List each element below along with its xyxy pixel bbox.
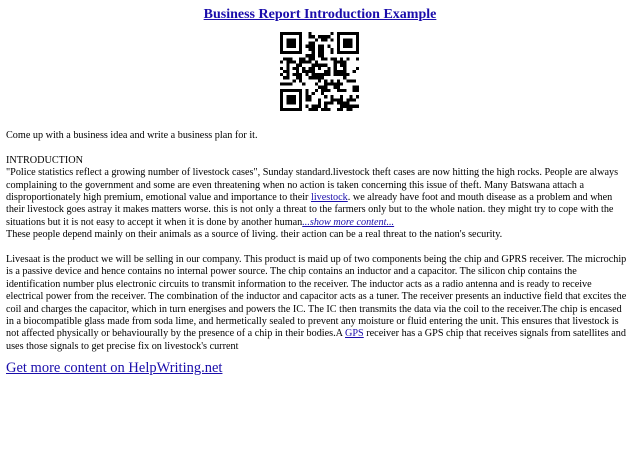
livestock-link[interactable]: livestock [310, 192, 348, 204]
helpwriting-link[interactable]: Get more content on HelpWriting.net [6, 360, 223, 376]
product-text-part2: receiver has a GPS chip that receives signals from satellites and uses those signals to get precise fix on livestock's current [6, 328, 626, 352]
introduction-paragraph [6, 167, 628, 229]
qr-code-icon [280, 32, 359, 111]
document-body [6, 130, 628, 353]
introduction-heading: INTRODUCTION [6, 154, 83, 166]
product-text-part1: Livesaat is the product we will be selling in our company. This product is maid up of two components being the chip and GPRS receiver. The microchip is a passive device and hence contains no internal power source. The chip contains an inductor and a capacitor. The silicon chip contains the identification number plus electronic circuits to transmit information to the receiver. The inductor acts as a radio antenna and is ready to receive electrical power from the receiver. The combination of the inductor and capacitor acts as a tuner. The receiver presents an inductive field that excites the coil and charges the capacitor, which in turn energises and powers the IC. The IC then transmits the data via the coil to the receiver.The chip is encased in a biocompatible glass made from soda lime, and hermetically sealed to prevent any moisture or fluid entering the unit. This ensures that livestock is not affected physically or behaviourally by the presence of a chip in their bodies.A [6, 254, 627, 340]
title-link[interactable]: Business Report Introduction Example [203, 7, 437, 22]
gps-link[interactable]: GPS [345, 328, 364, 340]
show-more-link[interactable]: ...show more content... [302, 216, 395, 228]
page-title [0, 6, 640, 23]
prompt-text: Come up with a business idea and write a business plan for it. [6, 130, 258, 141]
introduction-paragraph-2: These people depend mainly on their animals as a source of living. their action can be a real threat to the nation's security. [6, 229, 503, 241]
intro-text-part2: . we already have foot and mouth disease as a problem and when their livestock goes astray it makes matters worse. this is not only a threat to the farmers only but to the whole nation. they might try to cope with the situations but it is not easy to accept it when it is done by another human [6, 192, 614, 228]
intro-text-part1: "Police statistics reflect a growing number of livestock cases", Sunday standard.livestock theft cases are now hitting the high rocks. People are always complaining to the government and some are even threatening when no action is taken concerning this issue of theft. Many Batswana attach a disproportionately high premium, emotional value and importance to their [6, 167, 619, 204]
product-paragraph [6, 254, 628, 353]
